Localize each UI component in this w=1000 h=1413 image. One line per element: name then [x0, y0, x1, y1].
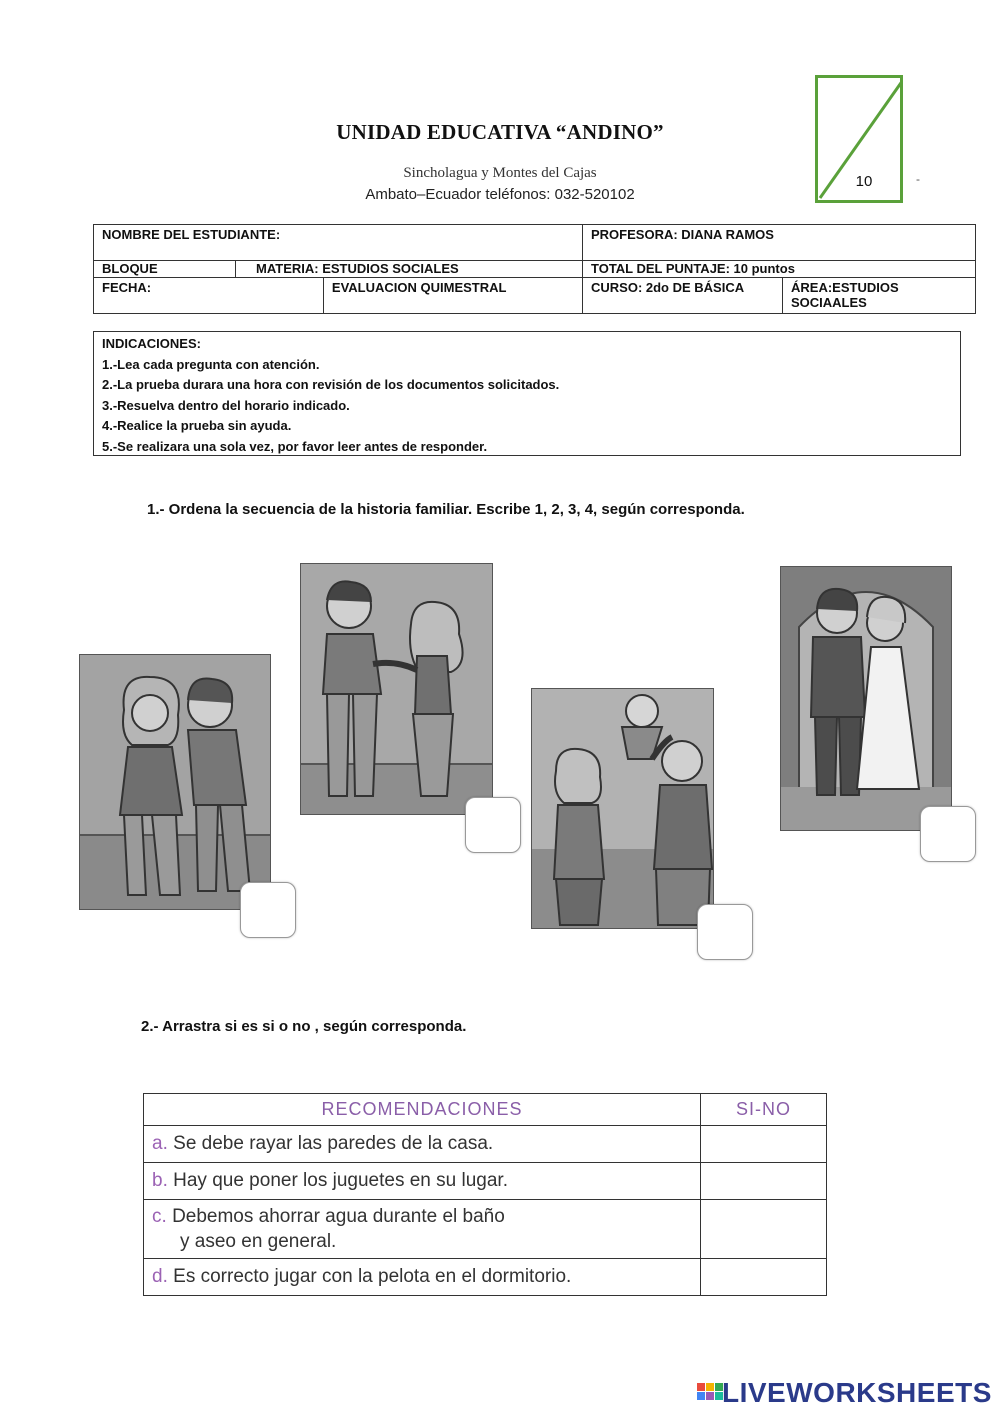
total-score-cell: TOTAL DEL PUNTAJE: 10 puntos [583, 261, 976, 278]
teacher-cell: PROFESORA: DIANA RAMOS [583, 225, 976, 261]
table-row [144, 1200, 827, 1259]
si-no-header: SI-NO [701, 1094, 827, 1126]
instructions-box [93, 331, 961, 456]
picture-family-baby [531, 688, 714, 929]
liveworksheets-brand: LIVEWORKSHEETS [722, 1377, 992, 1408]
row-text: Debemos ahorrar agua durante el baño [172, 1206, 505, 1227]
instruction-item: 4.-Realice la prueba sin ayuda. [102, 418, 292, 433]
answer-box-picture-2[interactable] [465, 797, 521, 853]
picture-wedding-couple [780, 566, 952, 831]
si-no-answer-cell[interactable] [701, 1126, 827, 1163]
student-info-table [93, 224, 976, 314]
course-cell: CURSO: 2do DE BÁSICA [583, 278, 783, 314]
answer-box-picture-3[interactable] [697, 904, 753, 960]
date-cell: FECHA: [94, 278, 324, 314]
evaluation-cell: EVALUACION QUIMESTRAL [323, 278, 582, 314]
row-text: Es correcto jugar con la pelota en el dormitorio. [173, 1266, 572, 1287]
recommendation-cell [144, 1163, 701, 1200]
row-letter: d. [152, 1266, 168, 1287]
recommendation-cell [144, 1200, 701, 1259]
school-contact: Ambato–Ecuador teléfonos: 032-520102 [365, 186, 635, 203]
table-row [144, 1259, 827, 1296]
liveworksheets-logo-icon [697, 1381, 723, 1407]
recommendations-header: RECOMENDACIONES [144, 1094, 701, 1126]
picture-pregnant-couple [79, 654, 271, 910]
si-no-answer-cell[interactable] [701, 1259, 827, 1296]
row-letter: c. [152, 1206, 167, 1227]
row-text: Hay que poner los juguetes en su lugar. [173, 1170, 508, 1191]
instruction-item: 5.-Se realizara una sola vez, por favor leer antes de responder. [102, 438, 488, 454]
area-cell: ÁREA:ESTUDIOS SOCIAALES [783, 278, 976, 314]
school-title: UNIDAD EDUCATIVA “ANDINO” [336, 120, 664, 144]
score-value: 10 [855, 173, 873, 190]
score-mark: - [916, 172, 920, 186]
row-text: Se debe rayar las paredes de la casa. [173, 1133, 494, 1154]
table-row [144, 1163, 827, 1200]
row-letter: b. [152, 1170, 168, 1191]
block-cell: BLOQUE [94, 261, 236, 278]
answer-box-picture-4[interactable] [920, 806, 976, 862]
row-text-continued: y aseo en general. [180, 1231, 337, 1252]
recommendations-table [143, 1093, 827, 1296]
recommendation-cell [144, 1259, 701, 1296]
answer-box-picture-1[interactable] [240, 882, 296, 938]
school-address: Sincholagua y Montes del Cajas [403, 165, 597, 181]
question-2-prompt: 2.- Arrastra si es si o no , según corresponda. [141, 1018, 467, 1035]
table-row [144, 1126, 827, 1163]
score-box [815, 75, 903, 203]
picture-dating-couple [300, 563, 493, 815]
student-name-cell: NOMBRE DEL ESTUDIANTE: [94, 225, 583, 261]
subject-cell: MATERIA: ESTUDIOS SOCIALES [236, 261, 583, 278]
instruction-item: 3.-Resuelva dentro del horario indicado. [102, 397, 350, 413]
question-1-prompt: 1.- Ordena la secuencia de la historia familiar. Escribe 1, 2, 3, 4, según corresponda. [147, 501, 745, 518]
si-no-answer-cell[interactable] [701, 1200, 827, 1259]
si-no-answer-cell[interactable] [701, 1163, 827, 1200]
instruction-item: 1.-Lea cada pregunta con atención. [102, 356, 320, 372]
row-letter: a. [152, 1133, 168, 1154]
instructions-title: INDICACIONES: [102, 336, 201, 351]
recommendation-cell [144, 1126, 701, 1163]
instruction-item: 2.-La prueba durara una hora con revisión de los documentos solicitados. [102, 377, 560, 392]
